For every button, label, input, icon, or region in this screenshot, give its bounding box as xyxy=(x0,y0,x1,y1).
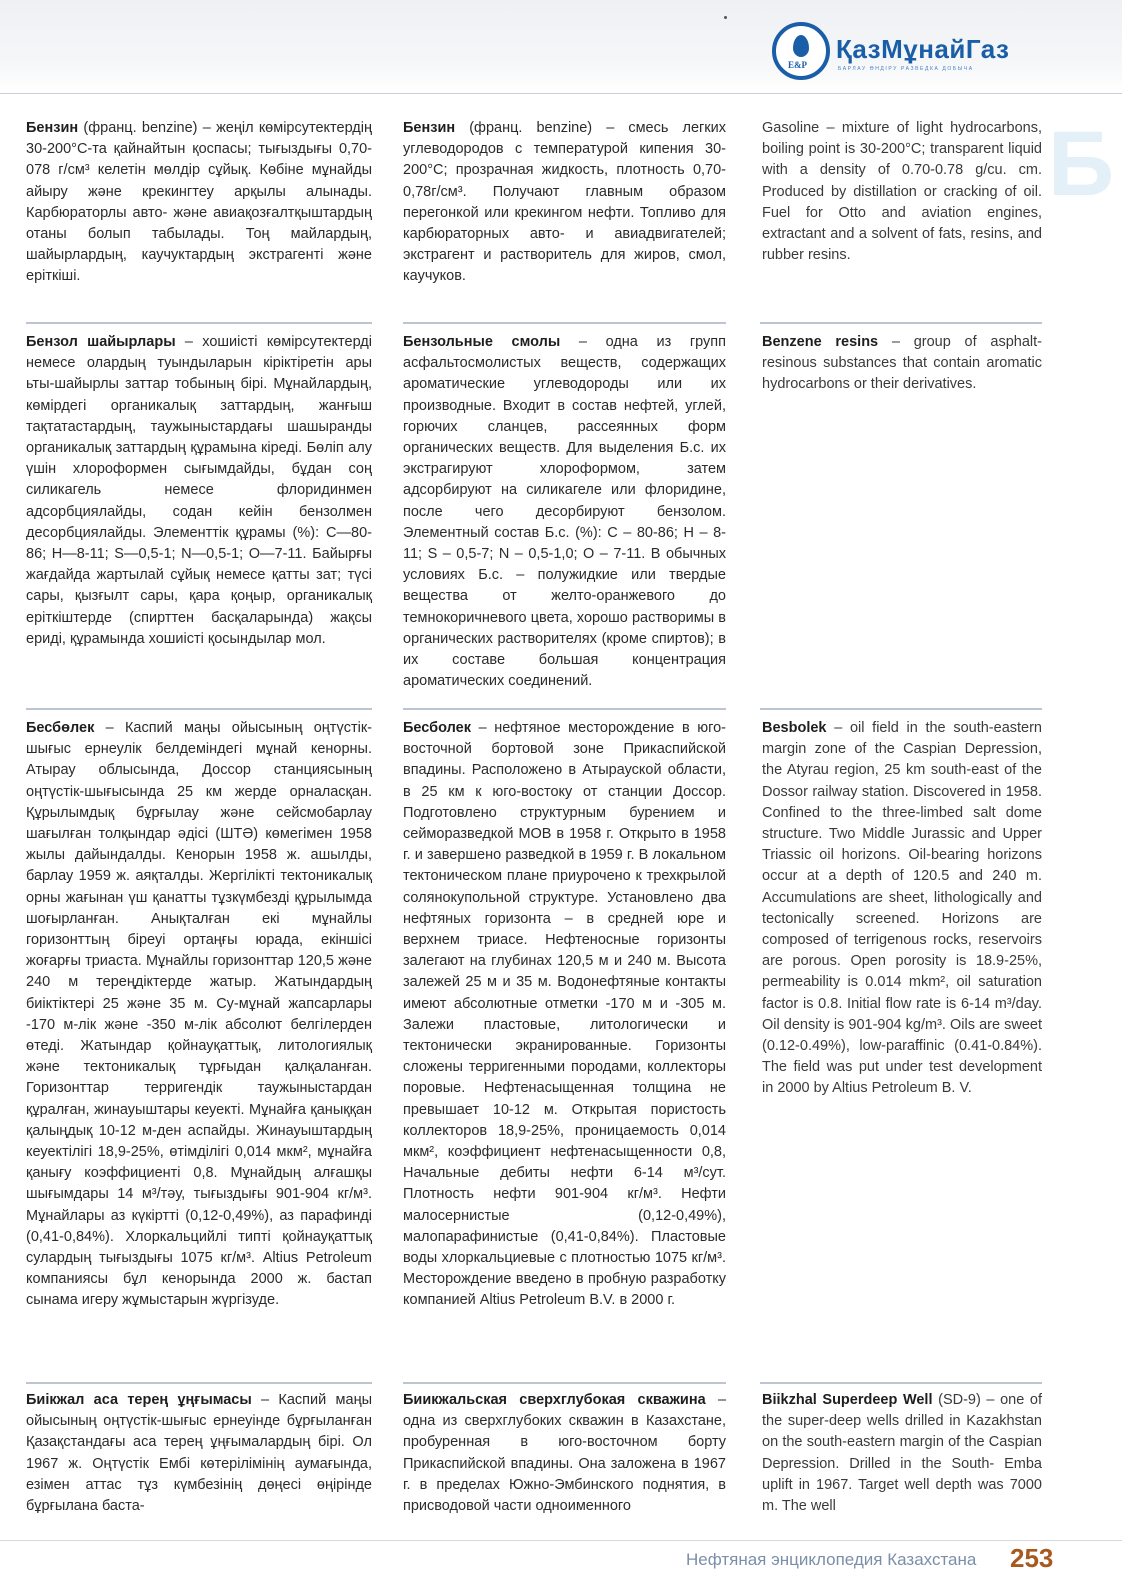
entry-divider xyxy=(26,1382,372,1384)
entry-ru xyxy=(403,118,726,288)
entry-en xyxy=(762,1390,1042,1517)
logo-name: ҚазМұнайГаз xyxy=(836,34,1010,64)
entry-ru xyxy=(403,332,726,692)
logo-badge: E&P xyxy=(788,60,807,70)
entry-text: Gasoline – mixture of light hydrocarbons, boiling point is 30-200°C; transparent liquid with a density of 0.70-0.78 g/cu. cm. Produced by distillation or cracking of oil. Fuel for Otto and aviation engines, extractant and a solvent of fats, resins, and rubber resins. xyxy=(762,120,1042,264)
entry-text: – одна из сверхглубоких скважин в Казахстане, пробуренная в юго-восточном борту Прикаспийской впадины. Она заложена в 1967 г. в пределах Южно-Эмбинского поднятия, в присводовой части одноименного xyxy=(403,1392,727,1515)
entry-divider xyxy=(26,708,372,710)
entry-kz xyxy=(26,118,372,288)
entry-term: Бензольные смолы xyxy=(403,334,561,350)
logo-emblem xyxy=(772,22,830,80)
entry-text: (франц. benzine) – смесь легких углеводородов с температурой кипения 30-200°С; прозрачная жидкость, плотность 0,70-0,78г/см³. Получают главным образом перегонкой или крекингом нефти. Топливо для карбюраторных авто- и авиадвигателей; экстрагент и растворитель для жиров, смол, каучуков. xyxy=(403,120,726,285)
entry-text: – хошиісті көмірсутектерді немесе олардың туындыларын кіріктіретін ары ьты-шайырлы заттар тобының бірі. Мұнайлардың, көмірдегі органикалық заттардың, жанғыш тақтатастардың, таужыныстардағы шашыранды органикалық заттардың құрамына кіреді. Бөліп алу үшін хлороформен сығымдайды, бұдан соң силикагель немесе флоридинмен адсорбциялайды, содан кейін бензолмен десорбциялайды. Элементтік құрамы (%): С—80-86; Н—8-11; S—0,5-1; N—0,5-1; О—7-11. Байырғы жағдайда жартылай сұйық немесе қатты зат; түсі сары, қызғылт сары, қара қоңыр, органикалық еріткіштерде (спирттен басқаларында) жақсы ериді, құрамында хошиісті қосындылар мол. xyxy=(26,334,372,647)
entry-term: Бензин xyxy=(26,120,79,136)
page-number: 253 xyxy=(1010,1543,1054,1573)
entry-term: Бензин xyxy=(403,120,456,136)
entry-text: (SD-9) – one of the super-deep wells drilled in Kazakhstan on the south-eastern margin of the Caspian Depression. Drilled in the South- Emba uplift in 1967. Target well depth was 7000 m. The well xyxy=(762,1392,1042,1515)
entry-divider xyxy=(760,322,1042,324)
entry-ru xyxy=(403,1390,726,1517)
entry-text: – group of asphalt-resinous substances that contain aromatic hydrocarbons or their derivatives. xyxy=(762,334,1042,393)
oil-drop-icon xyxy=(793,35,809,57)
entry-divider xyxy=(403,708,726,710)
entry-ru xyxy=(403,718,726,1312)
entry-term: Besbolek xyxy=(762,720,827,736)
logo-tagline: БАРЛАУ ӨНДІРУ РАЗВЕДКА ДОБЫЧА xyxy=(838,66,974,72)
entry-en xyxy=(762,332,1042,396)
entry-text: – Каспий маңы ойысының оңтүстік-шығыс ернеуінде бұрғыланған Қазақстандағы аса терең ұңғымалардың бірі. Ол 1967 ж. Оңтүстік Ембі көтерілімінің аумағында, езімен аттас тұз күмбезінің дөңесі өңірінде бұрғылана баста- xyxy=(26,1392,372,1515)
entry-kz xyxy=(26,1390,372,1517)
entry-term: Биікжал аса терең ұңғымасы xyxy=(26,1392,252,1408)
entry-text: (франц. benzine) – жеңіл көмірсутектердің 30-200°С-та қайнайтын қоспасы; тығыздығы 0,70-078 г/см³ келетін мөлдір сұйық. Көбіне мұнайды айыру және крекингтеу арқылы алынады. Карбюраторлы авто- және авиақозғалтқыштардың отаны болып табылады. Тоң майлардың, шайырлардың, каучуктардың экстрагенті және еріткіші. xyxy=(26,120,372,285)
scan-speck xyxy=(724,16,727,19)
entry-term: Biikzhal Superdeep Well xyxy=(762,1392,933,1408)
section-letter: Б xyxy=(1048,113,1115,215)
entry-text: – Каспий маңы ойысының оңтүстік-шығыс ернеулік белдеміндегі мұнай кенорны. Атырау облысында, Доссор станциясының оңтүстік-шығысында 25 км жерде орналасқан. Құрылымдық бұрғылау және сейсмобарлау шағылған толқындар әдісі (ШТӘ) көмегімен 1958 жылы дайындалды. Кенорын 1958 ж. ашылды, барлау 1959 ж. аяқталды. Жергілікті тектоникалық орны жағынан үш қанатты тұзкүмбезді құрылымда шоғырланған. Анықталған екі мұнайлы горизонттың біреуі ортаңғы юрада, екіншісі жоғарғы триаста. Мұнайлы горизонттар 120,5 және 240 м тереңдіктерде жатыр. Жатындардың биіктіктері 25 және 35 м. Су-мұнай жапсарлары -170 м-лік және -350 м-лік абсолют белгілерден өтеді. Жатындар қойнауқаттық, литологиялық және тектоникалық тұрғыдан қалқаланған. Горизонттар терригендік таужыныстардан құралған, жинауыштары кеуекті. Мұнайға қаныққан қалыңдық 10-12 м-ден аспайды. Жинауыштардың кеуектілігі 18,9-25%, өтімділігі 0,014 мкм², мұнайға қанығу коэффициенті 0,8. Мұнайдың алғашқы шығымдары 14 м³/тәу, тығыздығы 901-904 кг/м³. Мұнайлары аз күкіртті (0,12-0,49%), аз парафинді (0,41-0,84%). Хлоркальцийлі типті қойнауқаттық сулардың тығыздығы 1075 кг/м³. Altius Petroleum компаниясы бұл кенорында 2000 ж. бастап сынама игеру жұмыстарын жүргізуде. xyxy=(26,720,372,1309)
entry-kz xyxy=(26,718,372,1312)
entry-term: Биикжальская сверхглубокая скважина xyxy=(403,1392,706,1408)
entry-term: Бесбөлек xyxy=(26,720,95,736)
entry-divider xyxy=(760,1382,1042,1384)
entry-en xyxy=(762,118,1042,266)
entry-kz xyxy=(26,332,372,650)
header-divider xyxy=(0,93,1122,94)
entry-text: – одна из групп асфальтосмолистых веществ, содержащих ароматические углеводороды или их производные. Входит в состав нефтей, углей, горючих сланцев, рассеянных форм органических веществ. Для выделения Б.с. их экстрагируют хлороформом, затем адсорбируют на силикагеле или флоридине, после чего десорбируют бензолом. Элементный состав Б.с. (%): С – 80-86; Н – 8-11; S – 0,5-7; N – 0,5-1,0; О – 7-11. В обычных условиях Б.с. – полужидкие или твердые вещества от желто-оранжевого до темнокоричневого цвета, хорошо растворимы в органических растворителях (кроме спиртов); в их составе большая концентрация ароматических соединений. xyxy=(403,334,726,690)
footer-title: Нефтяная энциклопедия Казахстана xyxy=(686,1550,977,1569)
entry-term: Бензол шайырлары xyxy=(26,334,176,350)
footer-divider xyxy=(0,1540,1122,1541)
entry-text: – нефтяное месторождение в юго-восточной бортовой зоне Прикаспийской впадины. Расположено в Атырауской области, в 25 км к юго-востоку от станции Доссор. Подготовлено структурным бурением и сейморазведкой МОВ в 1958 г. Открыто в 1958 г. и завершено разведкой в 1959 г. В локальном тектоническом плане приурочено к трехкрылой солянокупольной структуре. Установлено два нефтяных горизонта – в средней юре и верхнем триасе. Нефтеносные горизонты залегают на глубинах 120,5 м и 240 м. Высота залежей 25 м и 35 м. Водонефтяные контакты имеют абсолютные отметки -170 м и -305 м. Залежи пластовые, литологически и тектонически экранированные. Горизонты сложены терригенными породами, коллекторы поровые. Нефтенасыщенная толщина не превышает 10-12 м. Открытая пористость коллекторов 18,9-25%, проницаемость 0,014 мкм², коэффициент нефтенасыщенности 0,8, Начальные дебиты нефти 6-14 м³/сут. Плотность нефти 901-904 кг/м³. Нефти малосернистые (0,12-0,49%), малопарафинистые (0,41-0,84%). Пластовые воды хлоркальциевые с плотностью 1075 кг/м³. Месторождение введено в пробную разработку компанией Altius Petroleum B.V. в 2000 г. xyxy=(403,720,726,1309)
entry-en xyxy=(762,718,1042,1100)
entry-divider xyxy=(760,708,1042,710)
entry-divider xyxy=(403,322,726,324)
entry-term: Benzene resins xyxy=(762,334,879,350)
entry-divider xyxy=(26,322,372,324)
company-logo xyxy=(772,18,1072,88)
entry-text: – oil field in the south-eastern margin zone of the Caspian Depression, the Atyrau region, 25 km south-east of the Dossor railway station. Discovered in 1958. Confined to the three-limbed salt dome structure. Two Middle Jurassic and Upper Triassic oil horizons. Oil-bearing horizons occur at a depth of 120.5 and 240 m. Accumulations are sheet, lithologically and tectonically screened. Horizons are composed of terrigenous rocks, reservoirs are porous. Open porosity is 18.9-25%, permeability is 0.014 mkm², oil saturation factor is 0.8. Initial flow rate is 6-14 m³/day. Oil density is 901-904 kg/m³. Oils are sweet (0.12-0.49%), low-paraffinic (0.41-0.84%). The field was put under test development in 2000 by Altius Petroleum B. V. xyxy=(762,720,1042,1097)
entry-divider xyxy=(403,1382,726,1384)
entry-term: Бесболек xyxy=(403,720,471,736)
